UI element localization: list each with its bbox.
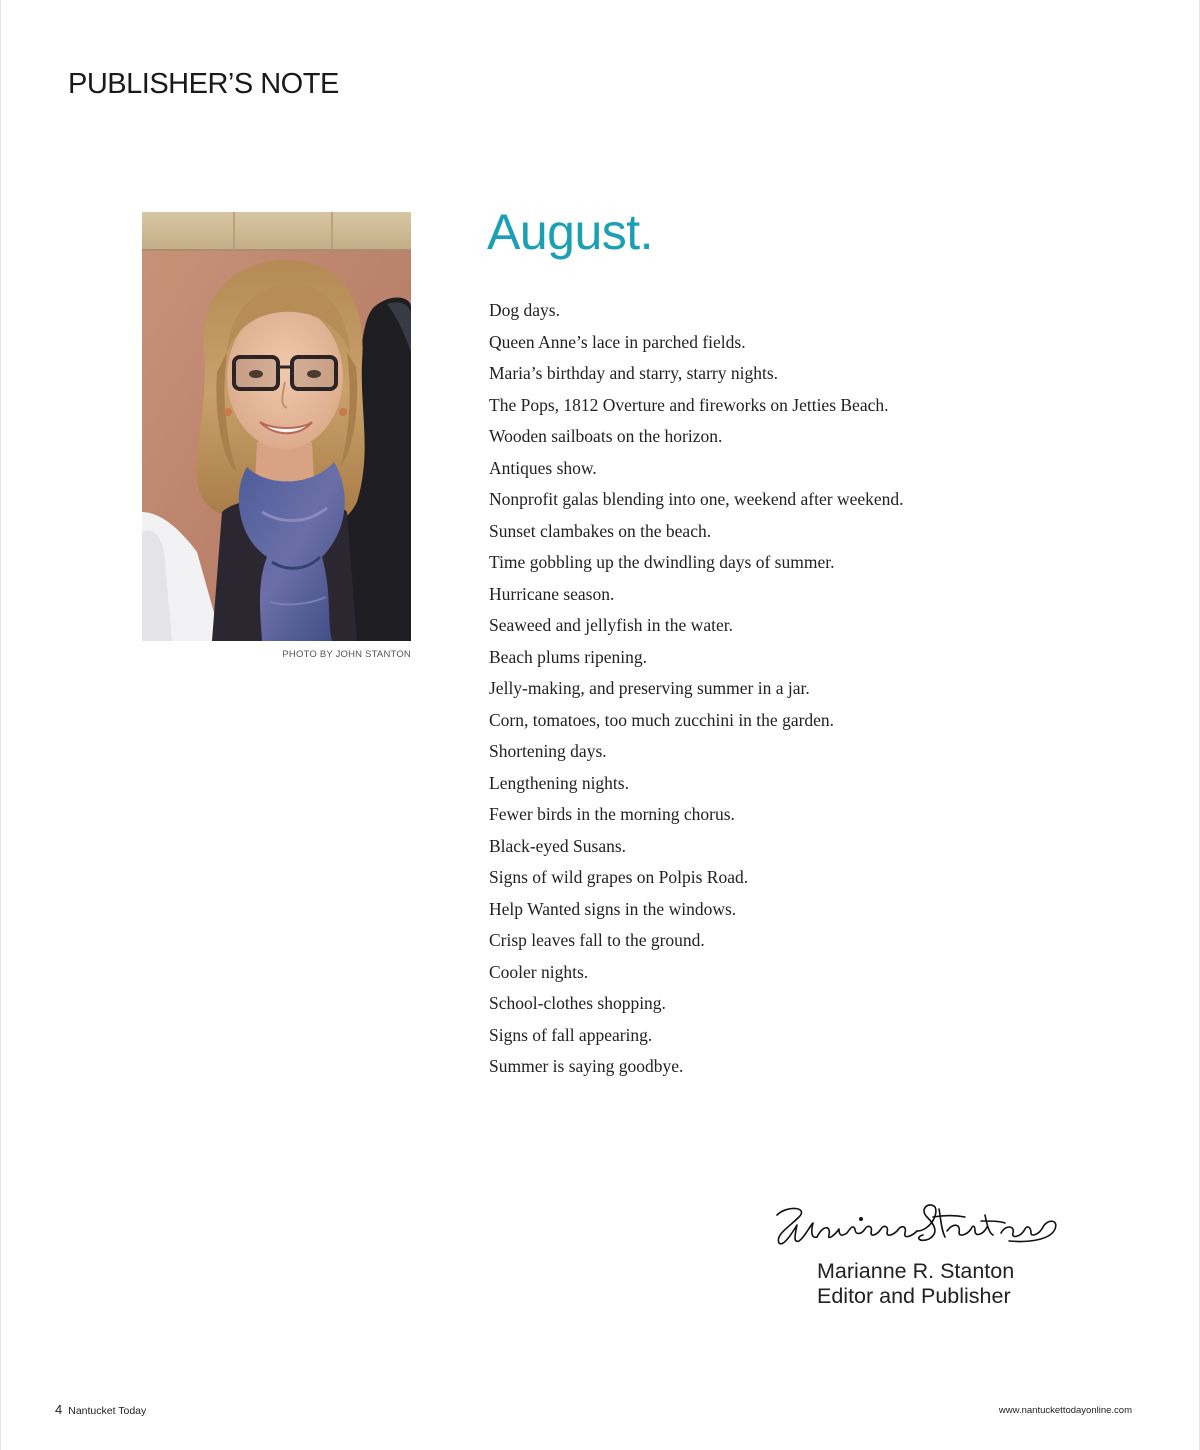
publication-name: Nantucket Today [68,1405,147,1417]
body-line: Crisp leaves fall to the ground. [489,930,705,950]
publisher-portrait-photo [142,212,411,641]
body-line: Hurricane season. [489,583,615,604]
body-line: School-clothes shopping. [489,993,666,1013]
body-line: Queen Anne’s lace in parched fields. [489,331,746,352]
body-line: Summer is saying goodbye. [489,1056,684,1076]
handwritten-signature [769,1195,1064,1255]
body-line: Beach plums ripening. [489,646,647,667]
website-url: www.nantuckettodayonline.com [998,1405,1132,1416]
page-number: 4 [55,1402,63,1417]
body-line: Signs of wild grapes on Polpis Road. [489,867,749,887]
body-line: Signs of fall appearing. [489,1024,653,1045]
body-line: Corn, tomatoes, too much zucchini in the garden. [489,709,835,730]
signoff-title: Editor and Publisher [817,1284,1011,1308]
body-line: The Pops, 1812 Overture and fireworks on Jetties Beach. [489,394,889,415]
photo-credit: PHOTO BY JOHN STANTON [282,649,411,660]
body-line: Sunset clambakes on the beach. [489,520,712,541]
body-line: Fewer birds in the morning chorus. [489,804,735,824]
body-line: Help Wanted signs in the windows. [489,898,737,919]
body-line: Time gobbling up the dwindling days of summer. [489,552,835,572]
signoff-name: Marianne R. Stanton [817,1259,1015,1283]
article-headline: August. [487,204,654,260]
body-line: Jelly-making, and preserving summer in a jar. [489,678,810,698]
body-line: Antiques show. [489,457,597,478]
page-footer-left [55,1402,146,1417]
body-line: Seaweed and jellyfish in the water. [489,615,733,635]
body-line: Maria’s birthday and starry, starry nights. [489,363,779,383]
body-line: Wooden sailboats on the horizon. [489,426,723,446]
body-line: Shortening days. [489,741,607,761]
body-line: Dog days. [489,300,560,320]
body-line: Cooler nights. [489,961,589,982]
section-label: PUBLISHER’S NOTE [68,68,339,100]
article-body [489,295,1049,1083]
body-line: Nonprofit galas blending into one, weekend after weekend. [489,489,904,509]
body-line: Lengthening nights. [489,772,629,793]
body-line: Black-eyed Susans. [489,835,627,856]
